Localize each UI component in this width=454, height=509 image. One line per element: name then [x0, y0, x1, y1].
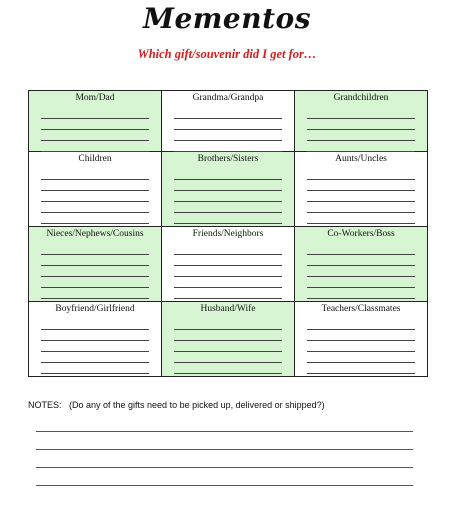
write-line: [41, 169, 149, 180]
write-line: [307, 141, 415, 152]
write-line: [307, 202, 415, 213]
grid-cell-aunts-uncles: [295, 152, 428, 227]
grid-row-3: [29, 227, 428, 302]
write-line: [307, 244, 415, 255]
write-line: [307, 255, 415, 266]
write-line: [41, 202, 149, 213]
write-lines[interactable]: [307, 108, 415, 152]
write-line: [174, 363, 282, 374]
write-lines[interactable]: [174, 169, 282, 224]
cell-label: Aunts/Uncles: [335, 154, 387, 164]
notes-line: [36, 414, 413, 432]
write-line: [41, 330, 149, 341]
page-title: Mementos: [143, 2, 311, 35]
cell-label: Friends/Neighbors: [192, 229, 264, 239]
write-line: [41, 191, 149, 202]
grid-row-1: [29, 91, 428, 152]
write-lines[interactable]: [41, 169, 149, 224]
subtitle: Which gift/souvenir did I get for…: [137, 47, 317, 61]
grid-cell-friends-neighbors: [162, 227, 295, 302]
write-lines[interactable]: [307, 244, 415, 299]
write-lines[interactable]: [41, 108, 149, 152]
write-line: [41, 319, 149, 330]
write-line: [41, 244, 149, 255]
write-lines[interactable]: [174, 244, 282, 299]
write-line: [307, 130, 415, 141]
grid-cell-mom-dad: [29, 91, 162, 152]
write-line: [174, 119, 282, 130]
write-line: [307, 363, 415, 374]
write-line: [174, 288, 282, 299]
write-line: [41, 213, 149, 224]
grid-row-2: [29, 152, 428, 227]
cell-label: Brothers/Sisters: [197, 154, 259, 164]
grid-row-4: [29, 302, 428, 377]
write-line: [307, 266, 415, 277]
grid-cell-grandchildren: [295, 91, 428, 152]
write-lines[interactable]: [174, 108, 282, 152]
notes-label: NOTES: (Do any of the gifts need to be picked up, delivered or shipped?): [28, 400, 325, 410]
write-line: [307, 119, 415, 130]
write-lines[interactable]: [307, 169, 415, 224]
cell-label: Children: [78, 154, 112, 164]
cell-label: Teachers/Classmates: [321, 304, 401, 314]
write-line: [307, 180, 415, 191]
write-line: [41, 141, 149, 152]
write-line: [174, 180, 282, 191]
cell-label: Nieces/Nephews/Cousins: [46, 229, 144, 239]
gift-grid: [28, 90, 428, 377]
notes-line: [36, 450, 413, 468]
write-line: [41, 363, 149, 374]
grid-cell-nieces-nephews-cousins: [29, 227, 162, 302]
write-line: [41, 341, 149, 352]
write-lines[interactable]: [174, 319, 282, 374]
grid-cell-children: [29, 152, 162, 227]
cell-label: Grandma/Grandpa: [192, 93, 264, 103]
write-line: [307, 352, 415, 363]
grid-cell-coworkers-boss: [295, 227, 428, 302]
write-line: [307, 213, 415, 224]
write-line: [174, 213, 282, 224]
grid-cell-teachers-classmates: [295, 302, 428, 377]
write-line: [307, 288, 415, 299]
write-line: [174, 108, 282, 119]
write-line: [307, 330, 415, 341]
write-line: [41, 180, 149, 191]
write-line: [174, 169, 282, 180]
write-line: [174, 266, 282, 277]
write-line: [307, 108, 415, 119]
cell-label: Co-Workers/Boss: [327, 229, 395, 239]
write-line: [307, 341, 415, 352]
cell-label: Husband/Wife: [200, 304, 256, 314]
notes-line: [36, 432, 413, 450]
grid-cell-boyfriend-girlfriend: [29, 302, 162, 377]
write-line: [41, 108, 149, 119]
write-line: [174, 341, 282, 352]
write-line: [174, 330, 282, 341]
notes-line: [36, 468, 413, 486]
grid-cell-husband-wife: [162, 302, 295, 377]
write-line: [174, 141, 282, 152]
write-line: [41, 255, 149, 266]
write-line: [41, 288, 149, 299]
write-lines[interactable]: [41, 319, 149, 374]
write-line: [174, 191, 282, 202]
write-line: [174, 202, 282, 213]
write-line: [174, 244, 282, 255]
write-line: [174, 319, 282, 330]
write-line: [307, 319, 415, 330]
write-line: [307, 191, 415, 202]
write-line: [41, 266, 149, 277]
write-lines[interactable]: [307, 319, 415, 374]
write-line: [41, 277, 149, 288]
cell-label: Mom/Dad: [75, 93, 115, 103]
notes-lines[interactable]: [36, 414, 413, 486]
write-line: [174, 130, 282, 141]
write-line: [41, 119, 149, 130]
grid-cell-grandma-grandpa: [162, 91, 295, 152]
write-lines[interactable]: [41, 244, 149, 299]
write-line: [174, 277, 282, 288]
write-line: [307, 277, 415, 288]
write-line: [307, 169, 415, 180]
cell-label: Boyfriend/Girlfriend: [55, 304, 135, 314]
write-line: [174, 255, 282, 266]
write-line: [41, 130, 149, 141]
write-line: [41, 352, 149, 363]
grid-cell-brothers-sisters: [162, 152, 295, 227]
cell-label: Grandchildren: [333, 93, 389, 103]
write-line: [174, 352, 282, 363]
